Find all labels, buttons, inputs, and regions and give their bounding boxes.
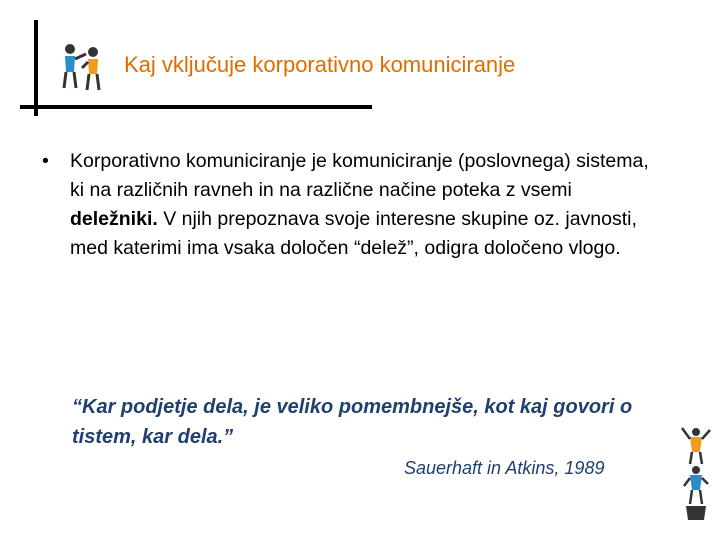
paragraph-part1: Korporativno komuniciranje je komuniciranje (poslovnega) sistema, ki na različnih ravneh in na različne načine poteka z vsemi bbox=[70, 150, 649, 201]
bullet-marker: • bbox=[42, 150, 49, 172]
people-pointing-icon bbox=[58, 40, 106, 92]
paragraph-emphasis: deležniki. bbox=[70, 208, 158, 230]
stacked-people-icon bbox=[676, 424, 716, 524]
paragraph-part2: V njih prepoznava svoje interesne skupine oz. javnosti, med katerimi ima vsaka določen “delež”, odigra določeno vlogo. bbox=[70, 208, 637, 259]
horizontal-rule bbox=[20, 105, 372, 109]
bullet-paragraph bbox=[42, 147, 652, 263]
slide-title: Kaj vključuje korporativno komuniciranje bbox=[124, 52, 516, 77]
paragraph-text bbox=[70, 147, 652, 263]
vertical-rule bbox=[34, 20, 38, 116]
quote-text: “Kar podjetje dela, je veliko pomembnejše, kot kaj govori o tistem, kar dela.” bbox=[72, 396, 633, 448]
quote-citation: Sauerhaft in Atkins, 1989 bbox=[404, 458, 605, 478]
